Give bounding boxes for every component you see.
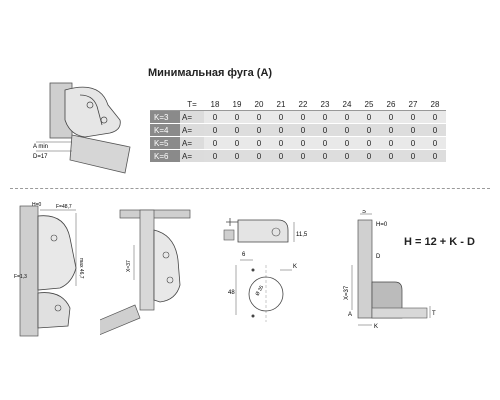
- table-header-cell: 24: [336, 98, 358, 111]
- f13-label: F=1,3: [14, 274, 27, 280]
- formula-text: H = 12 + K - D: [404, 236, 475, 248]
- dim-11-5-label: 11,5: [296, 232, 308, 238]
- table-cell: 0: [270, 111, 292, 124]
- table-cell: 0: [226, 111, 248, 124]
- table-cell: 0: [358, 137, 380, 150]
- table-cell: 0: [358, 124, 380, 137]
- table-cell: 0: [248, 137, 270, 150]
- table-cell: 0: [226, 124, 248, 137]
- table-header-cell: 27: [402, 98, 424, 111]
- section-divider: [10, 188, 490, 189]
- f487-label: F=48,7: [56, 204, 72, 210]
- table-header-cell: 20: [248, 98, 270, 111]
- table-cell: 0: [226, 137, 248, 150]
- page-title: Минимальная фуга (А): [148, 67, 273, 79]
- d17-label: D=17: [33, 154, 48, 160]
- table-cell: 0: [380, 111, 402, 124]
- h0-label: H=0: [32, 202, 42, 208]
- dim-6-label: 6: [242, 252, 246, 258]
- table-cell: 0: [358, 111, 380, 124]
- table-cell: 0: [292, 124, 314, 137]
- table-cell-k: K=6: [150, 150, 180, 163]
- table-cell: 0: [336, 137, 358, 150]
- table-cell-k: K=4: [150, 124, 180, 137]
- table-header-cell: 18: [204, 98, 226, 111]
- table-header-cell: 23: [314, 98, 336, 111]
- cup-mounting-drawing: [218, 210, 318, 330]
- table-header-cell: 26: [380, 98, 402, 111]
- k-label-section: K: [374, 324, 379, 330]
- table-cell: 0: [424, 111, 446, 124]
- table-cell: 0: [314, 137, 336, 150]
- table-cell: 0: [380, 124, 402, 137]
- table-cell: 0: [226, 150, 248, 163]
- table-row: [150, 150, 446, 163]
- table-cell: 0: [292, 150, 314, 163]
- k-label-cup: K: [293, 264, 298, 270]
- table-cell: 0: [270, 137, 292, 150]
- table-cell: 0: [314, 150, 336, 163]
- h0-label-section: H=0: [376, 222, 388, 228]
- table-header-cell: 22: [292, 98, 314, 111]
- table-cell-a: A=: [180, 150, 204, 163]
- table-cell-k: K=5: [150, 137, 180, 150]
- table-cell: 0: [292, 111, 314, 124]
- table-header-cell: 19: [226, 98, 248, 111]
- table-cell-a: A=: [180, 137, 204, 150]
- table-cell: 0: [248, 150, 270, 163]
- gap-table: [150, 98, 446, 163]
- table-row: [150, 137, 446, 150]
- table-cell-k: K=3: [150, 111, 180, 124]
- table-cell: 0: [336, 124, 358, 137]
- d35-label: Ø 35: [254, 284, 266, 297]
- table-header-row: [150, 98, 446, 111]
- table-cell: 0: [402, 150, 424, 163]
- table-cell: 0: [402, 137, 424, 150]
- table-cell: 0: [336, 111, 358, 124]
- table-header-cell: [150, 98, 180, 111]
- table-cell: 0: [204, 111, 226, 124]
- hinge-dimension-drawing: [10, 198, 102, 348]
- table-cell: 0: [336, 150, 358, 163]
- table-cell: 0: [424, 124, 446, 137]
- table-cell: 0: [424, 137, 446, 150]
- a-label: A: [348, 312, 353, 318]
- table-header-cell: T=: [180, 98, 204, 111]
- table-cell: 0: [204, 150, 226, 163]
- table-cell: 0: [292, 137, 314, 150]
- table-cell: 0: [270, 150, 292, 163]
- table-cell: 0: [204, 124, 226, 137]
- table-cell: 0: [270, 124, 292, 137]
- overlay-section-drawing: [330, 210, 440, 335]
- table-header-cell: 25: [358, 98, 380, 111]
- s-label: S: [362, 210, 367, 215]
- dim-48-label: 48: [228, 290, 235, 296]
- table-row: [150, 124, 446, 137]
- table-cell: 0: [314, 124, 336, 137]
- max467-label: max 46,7: [78, 258, 84, 279]
- x37-label-right: X=37: [344, 285, 350, 300]
- table-cell: 0: [204, 137, 226, 150]
- hinge-top-illustration: [30, 75, 135, 185]
- table-cell: 0: [314, 111, 336, 124]
- table-cell: 0: [380, 150, 402, 163]
- table-cell: 0: [424, 150, 446, 163]
- table-cell: 0: [402, 124, 424, 137]
- table-cell-a: A=: [180, 111, 204, 124]
- table-cell: 0: [248, 111, 270, 124]
- table-cell: 0: [358, 150, 380, 163]
- table-header-cell: 21: [270, 98, 292, 111]
- table-cell: 0: [402, 111, 424, 124]
- hinge-open-drawing: [100, 200, 200, 340]
- table-cell: 0: [380, 137, 402, 150]
- a-min-label: A min: [33, 144, 49, 150]
- t-label: T: [432, 311, 436, 317]
- d-label: D: [376, 254, 381, 260]
- x37-label-left: X=37: [126, 260, 132, 272]
- table-cell: 0: [248, 124, 270, 137]
- table-cell-a: A=: [180, 124, 204, 137]
- table-header-cell: 28: [424, 98, 446, 111]
- table-row: [150, 111, 446, 124]
